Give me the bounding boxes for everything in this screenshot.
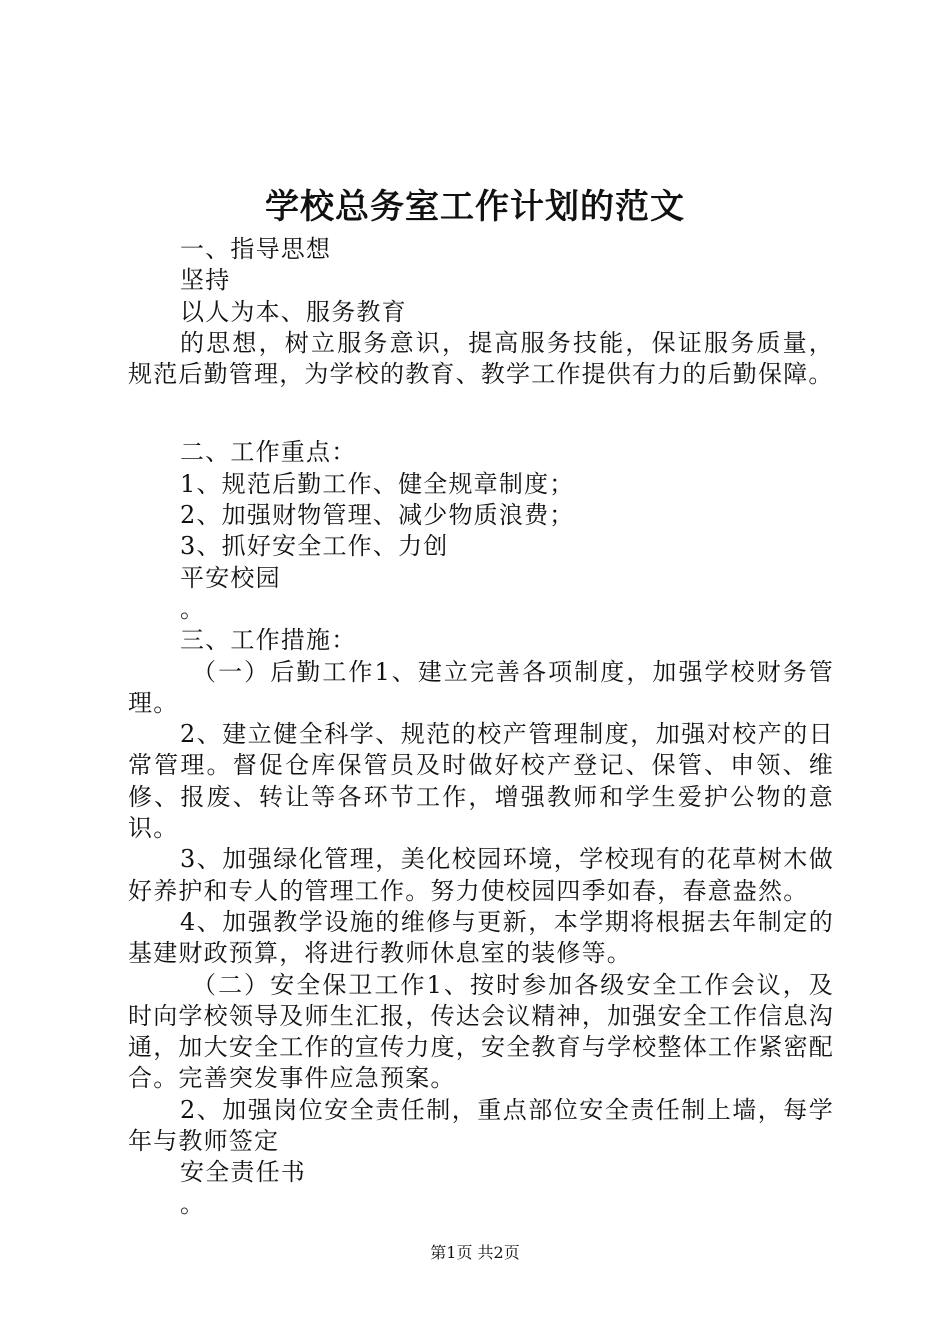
- document-body: [128, 234, 834, 1220]
- list-item: 3、抓好安全工作、力创: [180, 532, 449, 561]
- section-heading-work-measures: 三、工作措施：: [180, 626, 357, 655]
- paragraph-line: 坚持: [180, 266, 231, 295]
- paragraph: （一）后勤工作1、建立完善各项制度，加强学校财务管理。: [128, 657, 834, 717]
- list-item: 1、规范后勤工作、健全规章制度；: [180, 469, 575, 498]
- paragraph-line: 。: [180, 1189, 206, 1218]
- paragraph-line: 以人为本、服务教育: [180, 297, 407, 326]
- paragraph: 3、加强绿化管理，美化校园环境，学校现有的花草树木做好养护和专人的管理工作。努力使校园四季如春，春意盎然。: [128, 845, 834, 905]
- paragraph-line: 。: [180, 594, 206, 623]
- list-item: 2、加强财物管理、减少物质浪费；: [180, 501, 575, 530]
- paragraph: 4、加强教学设施的维修与更新，本学期将根据去年制定的基建财政预算，将进行教师休息室的装修等。: [128, 907, 834, 968]
- paragraph: （二）安全保卫工作1、按时参加各级安全工作会议，及时向学校领导及师生汇报，传达会议精神，加强安全工作信息沟通，加大安全工作的宣传力度，安全教育与学校整体工作紧密配合。完善突发事件应急预案。: [128, 970, 834, 1093]
- section-heading-guiding-thought: 一、指导思想: [180, 235, 332, 263]
- paragraph: 2、建立健全科学、规范的校产管理制度，加强对校产的日常管理。督促仓库保管员及时做好校产登记、保管、申领、维修、报废、转让等各环节工作，增强教师和学生爱护公物的意识。: [128, 720, 834, 843]
- blank-line: [128, 390, 834, 437]
- section-heading-work-focus: 二、工作重点：: [180, 438, 357, 467]
- page-number-footer: 第1页 共2页: [430, 1243, 520, 1262]
- paragraph: 2、加强岗位安全责任制，重点部位安全责任制上墙，每学年与教师签定: [128, 1095, 834, 1156]
- document-title: 学校总务室工作计划的范文: [265, 187, 685, 227]
- paragraph-line: 平安校园: [180, 563, 281, 592]
- paragraph: 的思想，树立服务意识，提高服务技能，保证服务质量，规范后勤管理，为学校的教育、教学工作提供有力的后勤保障。: [128, 328, 834, 389]
- paragraph-line: 安全责任书: [180, 1158, 306, 1187]
